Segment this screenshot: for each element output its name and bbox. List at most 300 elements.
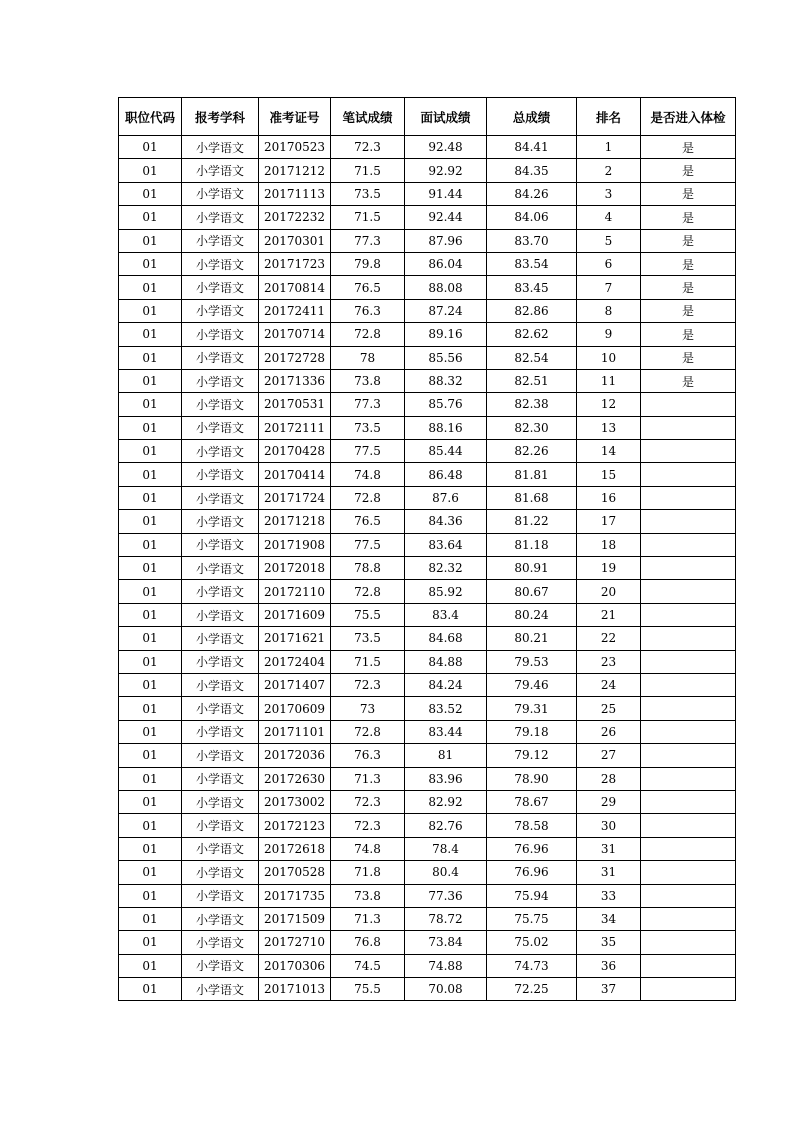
subject-cell: 小学语文 [182, 136, 259, 159]
written-score-cell: 75.5 [331, 978, 405, 1001]
physical-exam-cell [641, 650, 736, 673]
subject-cell: 小学语文 [182, 346, 259, 369]
total-score-cell: 78.67 [487, 790, 577, 813]
table-row [119, 673, 736, 696]
exam-number-cell: 20170428 [259, 440, 331, 463]
physical-exam-cell: 是 [641, 159, 736, 182]
total-score-cell: 84.35 [487, 159, 577, 182]
subject-cell: 小学语文 [182, 182, 259, 205]
position-code-cell: 01 [119, 182, 182, 205]
exam-number-cell: 20172232 [259, 206, 331, 229]
position-code-cell: 01 [119, 931, 182, 954]
position-code-cell: 01 [119, 557, 182, 580]
physical-exam-cell: 是 [641, 182, 736, 205]
position-code-cell: 01 [119, 861, 182, 884]
total-score-cell: 83.54 [487, 252, 577, 275]
physical-exam-cell: 是 [641, 369, 736, 392]
table-row [119, 557, 736, 580]
written-score-cell: 71.5 [331, 206, 405, 229]
exam-number-cell: 20171218 [259, 510, 331, 533]
total-score-cell: 72.25 [487, 978, 577, 1001]
position-code-cell: 01 [119, 907, 182, 930]
header-total-score: 总成绩 [487, 98, 577, 136]
physical-exam-cell [641, 931, 736, 954]
physical-exam-cell [641, 720, 736, 743]
physical-exam-cell: 是 [641, 252, 736, 275]
physical-exam-cell [641, 907, 736, 930]
position-code-cell: 01 [119, 136, 182, 159]
table-row [119, 299, 736, 322]
total-score-cell: 79.18 [487, 720, 577, 743]
rank-cell: 17 [577, 510, 641, 533]
physical-exam-cell [641, 673, 736, 696]
physical-exam-cell [641, 393, 736, 416]
exam-number-cell: 20170528 [259, 861, 331, 884]
subject-cell: 小学语文 [182, 369, 259, 392]
interview-score-cell: 83.52 [405, 697, 487, 720]
total-score-cell: 76.96 [487, 861, 577, 884]
subject-cell: 小学语文 [182, 931, 259, 954]
written-score-cell: 78.8 [331, 557, 405, 580]
header-physical-exam: 是否进入体检 [641, 98, 736, 136]
total-score-cell: 80.24 [487, 603, 577, 626]
written-score-cell: 75.5 [331, 603, 405, 626]
rank-cell: 18 [577, 533, 641, 556]
written-score-cell: 77.3 [331, 393, 405, 416]
subject-cell: 小学语文 [182, 650, 259, 673]
position-code-cell: 01 [119, 767, 182, 790]
total-score-cell: 78.90 [487, 767, 577, 790]
total-score-cell: 79.53 [487, 650, 577, 673]
interview-score-cell: 82.76 [405, 814, 487, 837]
exam-number-cell: 20172618 [259, 837, 331, 860]
total-score-cell: 84.06 [487, 206, 577, 229]
table-row [119, 814, 736, 837]
exam-number-cell: 20170301 [259, 229, 331, 252]
table-row [119, 954, 736, 977]
written-score-cell: 72.3 [331, 673, 405, 696]
total-score-cell: 82.38 [487, 393, 577, 416]
total-score-cell: 82.86 [487, 299, 577, 322]
exam-number-cell: 20172630 [259, 767, 331, 790]
physical-exam-cell: 是 [641, 276, 736, 299]
written-score-cell: 71.3 [331, 767, 405, 790]
written-score-cell: 79.8 [331, 252, 405, 275]
interview-score-cell: 73.84 [405, 931, 487, 954]
subject-cell: 小学语文 [182, 323, 259, 346]
table-row [119, 861, 736, 884]
interview-score-cell: 84.24 [405, 673, 487, 696]
interview-score-cell: 78.72 [405, 907, 487, 930]
rank-cell: 22 [577, 627, 641, 650]
interview-score-cell: 85.56 [405, 346, 487, 369]
header-written-score: 笔试成绩 [331, 98, 405, 136]
total-score-cell: 75.02 [487, 931, 577, 954]
position-code-cell: 01 [119, 697, 182, 720]
interview-score-cell: 85.44 [405, 440, 487, 463]
position-code-cell: 01 [119, 627, 182, 650]
subject-cell: 小学语文 [182, 627, 259, 650]
interview-score-cell: 92.44 [405, 206, 487, 229]
rank-cell: 21 [577, 603, 641, 626]
written-score-cell: 77.3 [331, 229, 405, 252]
rank-cell: 19 [577, 557, 641, 580]
table-row [119, 416, 736, 439]
interview-score-cell: 84.68 [405, 627, 487, 650]
physical-exam-cell [641, 603, 736, 626]
written-score-cell: 72.8 [331, 720, 405, 743]
written-score-cell: 72.8 [331, 486, 405, 509]
total-score-cell: 80.91 [487, 557, 577, 580]
interview-score-cell: 84.36 [405, 510, 487, 533]
rank-cell: 3 [577, 182, 641, 205]
written-score-cell: 76.8 [331, 931, 405, 954]
total-score-cell: 75.75 [487, 907, 577, 930]
exam-number-cell: 20170414 [259, 463, 331, 486]
written-score-cell: 73.8 [331, 369, 405, 392]
subject-cell: 小学语文 [182, 790, 259, 813]
position-code-cell: 01 [119, 159, 182, 182]
interview-score-cell: 70.08 [405, 978, 487, 1001]
subject-cell: 小学语文 [182, 978, 259, 1001]
total-score-cell: 82.54 [487, 346, 577, 369]
total-score-cell: 81.22 [487, 510, 577, 533]
rank-cell: 27 [577, 744, 641, 767]
subject-cell: 小学语文 [182, 533, 259, 556]
written-score-cell: 71.8 [331, 861, 405, 884]
interview-score-cell: 88.16 [405, 416, 487, 439]
table-row [119, 136, 736, 159]
total-score-cell: 74.73 [487, 954, 577, 977]
interview-score-cell: 83.44 [405, 720, 487, 743]
physical-exam-cell [641, 416, 736, 439]
total-score-cell: 80.21 [487, 627, 577, 650]
position-code-cell: 01 [119, 790, 182, 813]
rank-cell: 36 [577, 954, 641, 977]
physical-exam-cell [641, 790, 736, 813]
rank-cell: 20 [577, 580, 641, 603]
written-score-cell: 76.3 [331, 299, 405, 322]
physical-exam-cell [641, 954, 736, 977]
subject-cell: 小学语文 [182, 252, 259, 275]
total-score-cell: 82.30 [487, 416, 577, 439]
position-code-cell: 01 [119, 533, 182, 556]
written-score-cell: 73 [331, 697, 405, 720]
written-score-cell: 72.3 [331, 814, 405, 837]
physical-exam-cell [641, 440, 736, 463]
table-row [119, 790, 736, 813]
exam-number-cell: 20172123 [259, 814, 331, 837]
subject-cell: 小学语文 [182, 767, 259, 790]
written-score-cell: 71.3 [331, 907, 405, 930]
table-row [119, 931, 736, 954]
position-code-cell: 01 [119, 416, 182, 439]
written-score-cell: 72.3 [331, 136, 405, 159]
header-subject: 报考学科 [182, 98, 259, 136]
table-row [119, 229, 736, 252]
position-code-cell: 01 [119, 276, 182, 299]
position-code-cell: 01 [119, 673, 182, 696]
rank-cell: 35 [577, 931, 641, 954]
written-score-cell: 71.5 [331, 159, 405, 182]
interview-score-cell: 84.88 [405, 650, 487, 673]
table-row [119, 907, 736, 930]
physical-exam-cell [641, 463, 736, 486]
physical-exam-cell [641, 767, 736, 790]
table-row [119, 206, 736, 229]
table-header [119, 98, 736, 136]
exam-number-cell: 20171735 [259, 884, 331, 907]
rank-cell: 14 [577, 440, 641, 463]
table-row [119, 744, 736, 767]
written-score-cell: 77.5 [331, 440, 405, 463]
table-row [119, 697, 736, 720]
table-row [119, 884, 736, 907]
total-score-cell: 76.96 [487, 837, 577, 860]
table-body [119, 136, 736, 1001]
rank-cell: 34 [577, 907, 641, 930]
interview-score-cell: 83.64 [405, 533, 487, 556]
total-score-cell: 75.94 [487, 884, 577, 907]
subject-cell: 小学语文 [182, 837, 259, 860]
interview-score-cell: 85.76 [405, 393, 487, 416]
exam-number-cell: 20172728 [259, 346, 331, 369]
interview-score-cell: 88.32 [405, 369, 487, 392]
interview-score-cell: 78.4 [405, 837, 487, 860]
rank-cell: 23 [577, 650, 641, 673]
physical-exam-cell: 是 [641, 299, 736, 322]
subject-cell: 小学语文 [182, 416, 259, 439]
position-code-cell: 01 [119, 603, 182, 626]
position-code-cell: 01 [119, 346, 182, 369]
position-code-cell: 01 [119, 720, 182, 743]
subject-cell: 小学语文 [182, 276, 259, 299]
position-code-cell: 01 [119, 229, 182, 252]
exam-number-cell: 20170531 [259, 393, 331, 416]
exam-number-cell: 20171336 [259, 369, 331, 392]
position-code-cell: 01 [119, 393, 182, 416]
subject-cell: 小学语文 [182, 580, 259, 603]
written-score-cell: 71.5 [331, 650, 405, 673]
total-score-cell: 80.67 [487, 580, 577, 603]
position-code-cell: 01 [119, 837, 182, 860]
subject-cell: 小学语文 [182, 861, 259, 884]
header-exam-number: 准考证号 [259, 98, 331, 136]
exam-number-cell: 20172036 [259, 744, 331, 767]
rank-cell: 6 [577, 252, 641, 275]
interview-score-cell: 85.92 [405, 580, 487, 603]
exam-number-cell: 20171908 [259, 533, 331, 556]
interview-score-cell: 88.08 [405, 276, 487, 299]
exam-number-cell: 20171013 [259, 978, 331, 1001]
subject-cell: 小学语文 [182, 393, 259, 416]
subject-cell: 小学语文 [182, 557, 259, 580]
total-score-cell: 82.51 [487, 369, 577, 392]
subject-cell: 小学语文 [182, 744, 259, 767]
exam-number-cell: 20171407 [259, 673, 331, 696]
rank-cell: 26 [577, 720, 641, 743]
interview-score-cell: 82.92 [405, 790, 487, 813]
rank-cell: 7 [577, 276, 641, 299]
interview-score-cell: 86.48 [405, 463, 487, 486]
position-code-cell: 01 [119, 369, 182, 392]
exam-number-cell: 20172411 [259, 299, 331, 322]
table-row [119, 463, 736, 486]
exam-number-cell: 20170814 [259, 276, 331, 299]
position-code-cell: 01 [119, 580, 182, 603]
rank-cell: 10 [577, 346, 641, 369]
interview-score-cell: 83.96 [405, 767, 487, 790]
total-score-cell: 81.81 [487, 463, 577, 486]
written-score-cell: 78 [331, 346, 405, 369]
physical-exam-cell [641, 486, 736, 509]
exam-number-cell: 20172110 [259, 580, 331, 603]
rank-cell: 31 [577, 861, 641, 884]
written-score-cell: 76.5 [331, 510, 405, 533]
table-row [119, 182, 736, 205]
interview-score-cell: 92.92 [405, 159, 487, 182]
written-score-cell: 76.5 [331, 276, 405, 299]
written-score-cell: 73.5 [331, 182, 405, 205]
exam-number-cell: 20172111 [259, 416, 331, 439]
written-score-cell: 77.5 [331, 533, 405, 556]
physical-exam-cell [641, 884, 736, 907]
physical-exam-cell [641, 627, 736, 650]
rank-cell: 16 [577, 486, 641, 509]
position-code-cell: 01 [119, 884, 182, 907]
total-score-cell: 79.12 [487, 744, 577, 767]
exam-number-cell: 20170609 [259, 697, 331, 720]
total-score-cell: 81.18 [487, 533, 577, 556]
total-score-cell: 79.46 [487, 673, 577, 696]
subject-cell: 小学语文 [182, 884, 259, 907]
rank-cell: 13 [577, 416, 641, 439]
rank-cell: 4 [577, 206, 641, 229]
table-row [119, 720, 736, 743]
interview-score-cell: 87.96 [405, 229, 487, 252]
physical-exam-cell [641, 533, 736, 556]
table-row [119, 369, 736, 392]
rank-cell: 25 [577, 697, 641, 720]
exam-number-cell: 20172710 [259, 931, 331, 954]
rank-cell: 5 [577, 229, 641, 252]
rank-cell: 11 [577, 369, 641, 392]
subject-cell: 小学语文 [182, 159, 259, 182]
total-score-cell: 81.68 [487, 486, 577, 509]
physical-exam-cell [641, 744, 736, 767]
exam-number-cell: 20171724 [259, 486, 331, 509]
written-score-cell: 74.8 [331, 463, 405, 486]
subject-cell: 小学语文 [182, 697, 259, 720]
table-row [119, 159, 736, 182]
subject-cell: 小学语文 [182, 486, 259, 509]
subject-cell: 小学语文 [182, 299, 259, 322]
total-score-cell: 78.58 [487, 814, 577, 837]
table-row [119, 650, 736, 673]
table-row [119, 252, 736, 275]
interview-score-cell: 87.24 [405, 299, 487, 322]
physical-exam-cell [641, 697, 736, 720]
total-score-cell: 84.26 [487, 182, 577, 205]
table-row [119, 767, 736, 790]
header-interview-score: 面试成绩 [405, 98, 487, 136]
rank-cell: 30 [577, 814, 641, 837]
position-code-cell: 01 [119, 440, 182, 463]
position-code-cell: 01 [119, 206, 182, 229]
position-code-cell: 01 [119, 954, 182, 977]
physical-exam-cell [641, 837, 736, 860]
interview-score-cell: 91.44 [405, 182, 487, 205]
exam-number-cell: 20171101 [259, 720, 331, 743]
table-row [119, 837, 736, 860]
interview-score-cell: 87.6 [405, 486, 487, 509]
exam-number-cell: 20170306 [259, 954, 331, 977]
exam-number-cell: 20171212 [259, 159, 331, 182]
written-score-cell: 74.5 [331, 954, 405, 977]
exam-number-cell: 20173002 [259, 790, 331, 813]
written-score-cell: 74.8 [331, 837, 405, 860]
position-code-cell: 01 [119, 299, 182, 322]
table-row [119, 346, 736, 369]
rank-cell: 2 [577, 159, 641, 182]
subject-cell: 小学语文 [182, 720, 259, 743]
total-score-cell: 84.41 [487, 136, 577, 159]
table-row [119, 603, 736, 626]
interview-score-cell: 89.16 [405, 323, 487, 346]
interview-score-cell: 86.04 [405, 252, 487, 275]
physical-exam-cell: 是 [641, 206, 736, 229]
position-code-cell: 01 [119, 978, 182, 1001]
written-score-cell: 72.8 [331, 323, 405, 346]
position-code-cell: 01 [119, 650, 182, 673]
rank-cell: 31 [577, 837, 641, 860]
physical-exam-cell: 是 [641, 323, 736, 346]
physical-exam-cell [641, 978, 736, 1001]
position-code-cell: 01 [119, 323, 182, 346]
written-score-cell: 73.8 [331, 884, 405, 907]
physical-exam-cell [641, 861, 736, 884]
rank-cell: 15 [577, 463, 641, 486]
written-score-cell: 73.5 [331, 416, 405, 439]
rank-cell: 29 [577, 790, 641, 813]
score-table [118, 97, 736, 1001]
exam-number-cell: 20171609 [259, 603, 331, 626]
rank-cell: 1 [577, 136, 641, 159]
subject-cell: 小学语文 [182, 463, 259, 486]
exam-number-cell: 20171113 [259, 182, 331, 205]
header-rank: 排名 [577, 98, 641, 136]
position-code-cell: 01 [119, 486, 182, 509]
written-score-cell: 73.5 [331, 627, 405, 650]
physical-exam-cell: 是 [641, 346, 736, 369]
table-row [119, 978, 736, 1001]
header-position-code: 职位代码 [119, 98, 182, 136]
rank-cell: 9 [577, 323, 641, 346]
position-code-cell: 01 [119, 744, 182, 767]
total-score-cell: 79.31 [487, 697, 577, 720]
subject-cell: 小学语文 [182, 206, 259, 229]
table-row [119, 510, 736, 533]
exam-number-cell: 20171723 [259, 252, 331, 275]
total-score-cell: 82.62 [487, 323, 577, 346]
interview-score-cell: 80.4 [405, 861, 487, 884]
exam-number-cell: 20170714 [259, 323, 331, 346]
physical-exam-cell [641, 580, 736, 603]
header-row [119, 98, 736, 136]
exam-number-cell: 20171621 [259, 627, 331, 650]
rank-cell: 28 [577, 767, 641, 790]
exam-number-cell: 20172018 [259, 557, 331, 580]
